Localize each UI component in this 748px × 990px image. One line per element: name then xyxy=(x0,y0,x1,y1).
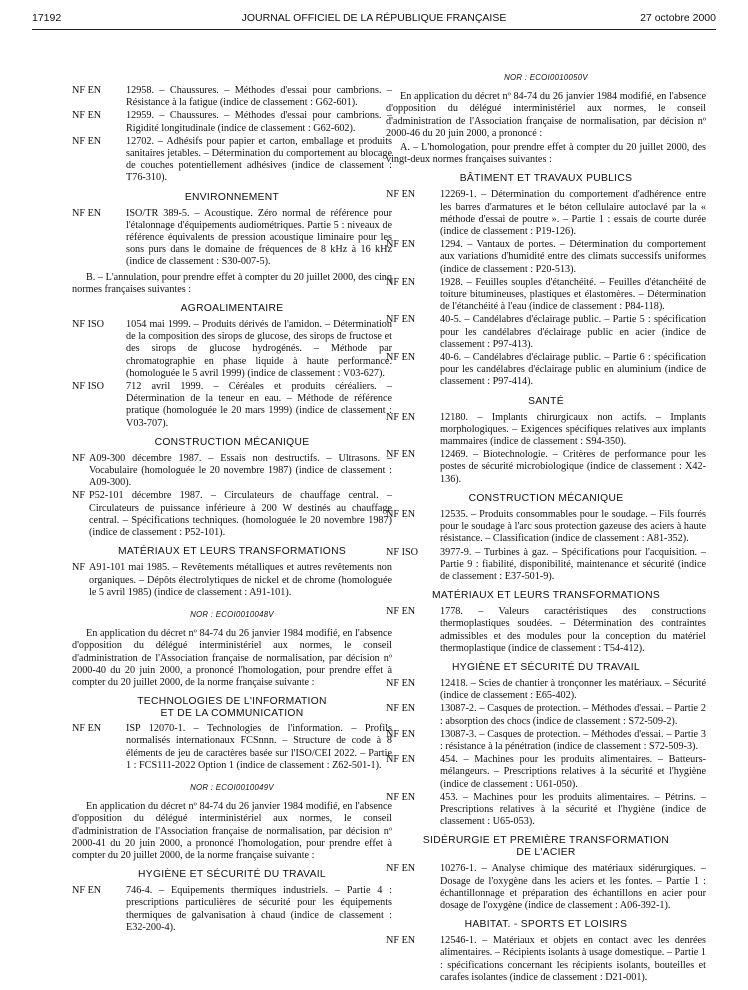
standard-code: NF EN xyxy=(386,791,416,803)
nor-reference: NOR : ECOI0010050V xyxy=(504,73,588,82)
heading-line: SIDÉRURGIE ET PREMIÈRE TRANSFORMATION xyxy=(422,835,670,847)
standard-code: NF EN xyxy=(386,703,416,715)
standard-code: NF EN xyxy=(386,352,416,364)
section-heading-construction-mecanique: CONSTRUCTION MÉCANIQUE xyxy=(154,436,310,448)
heading-line: ET DE LA COMMUNICATION xyxy=(160,708,304,720)
standard-text: A91-101 mai 1985. – Revêtements métalliques et autres revêtements non organiques. – Dépôts électrolytiques de nickel et de chrome (homologuée le 5 avril 1985) (indice de classement : A91-101). xyxy=(89,562,392,598)
standard-text: 454. – Machines pour les produits alimentaires. – Batteurs-mélangeurs. – Prescriptions relatives à la sécurité et l'hygiène (indice de classement : U61-050). xyxy=(440,754,706,790)
paragraph-a: A. – L'homologation, pour prendre effet à compter du 20 juillet 2000, des vingt-deux normes françaises suivantes : xyxy=(386,142,706,166)
list-item xyxy=(72,453,392,490)
standard-code: NF EN xyxy=(386,449,416,461)
standard-code: NF EN xyxy=(386,677,416,689)
standard-text: 12269-1. – Détermination du comportement d'adhérence entre les barres d'armatures et le béton cellulaire autoclavé par la « méthode d'essai de poutre ». – Partie 1 : essais de courte durée (indice de classement : P19-126). xyxy=(440,189,706,238)
standard-text: 12959. – Chaussures. – Méthodes d'essai pour cambrions. – Rigidité longitudinale (indice de classement : G62-602). xyxy=(126,110,392,134)
standard-code: NF EN xyxy=(72,110,102,122)
standard-text: 453. – Machines pour les produits alimentaires. – Pétrins. – Prescriptions relatives à la sécurité et l'hygiène (indice de classement : U65-053). xyxy=(440,791,706,828)
list-item xyxy=(386,792,706,829)
standard-text: ISP 12070-1. – Technologies de l'information. – Profils normalisés internationaux FCSnnn. – Structure de code à 8 éléments de jeu de caractères basée sur l'ISO/CEI 2022. – Partie 1 : FCS111-2022 Option 1 (indice de classement : Z62-501-1). xyxy=(126,723,392,771)
heading-line: DE L'ACIER xyxy=(516,847,576,859)
heading-line: TECHNOLOGIES DE L'INFORMATION xyxy=(137,696,327,708)
issue-date: 27 octobre 2000 xyxy=(640,12,716,24)
journal-title: JOURNAL OFFICIEL DE LA RÉPUBLIQUE FRANÇAISE xyxy=(241,12,507,24)
standard-text: 12958. – Chaussures. – Méthodes d'essai pour cambrions. – Résistance à la fatigue (indice de classement : G62-601). xyxy=(126,85,392,109)
list-item xyxy=(386,703,706,727)
standard-code: NF EN xyxy=(386,606,416,618)
section-heading-technologies xyxy=(72,696,392,720)
list-item xyxy=(386,239,706,276)
list-item xyxy=(386,863,706,912)
standard-text: 10276-1. – Analyse chimique des matériaux sidérurgiques. – Dosage de l'oxygène dans les aciers et les fontes. – Partie 1 : échantillonnage et préparation des échantillons en acier pour dosage de l'oxygène (indice de classement : A06-392-1). xyxy=(440,863,706,911)
decree-paragraph: En application du décret nº 84-74 du 26 janvier 1984 modifié, en l'absence d'opposition du délégué interministériel aux normes, le conseil d'administration de l'Association française de normalisation, par décision nº 2000-46 du 20 juin 2000, a prononcé : xyxy=(386,91,706,139)
list-item xyxy=(72,723,392,772)
list-item xyxy=(72,562,392,599)
list-item xyxy=(386,449,706,486)
standard-text: 40-6. – Candélabres d'éclairage public. – Partie 6 : spécification pour les candélabres d'éclairage public en aluminium (indice de classement : P97-414). xyxy=(440,352,706,388)
standard-code: NF EN xyxy=(72,885,102,897)
standard-text: P52-101 décembre 1987. – Circulateurs de chauffage central. – Circulateurs de puissance inférieure à 200 W destinés au chauffage central. – Spécifications techniques. (homologuée le 20 novembre 1987) (indice de classement : P52-101). xyxy=(89,490,392,539)
list-item xyxy=(386,352,706,389)
nor-reference: NOR : ECOI0010048V xyxy=(190,609,274,619)
standard-code: NF EN xyxy=(386,411,416,423)
standard-code: NF ISO xyxy=(386,546,418,558)
standard-text: 13087-3. – Casques de protection. – Méthodes d'essai. – Partie 3 : résistance à la pénétration (indice de classement : S72-509-3). xyxy=(440,728,706,752)
list-item xyxy=(386,606,706,655)
section-heading-environnement: ENVIRONNEMENT xyxy=(184,191,280,203)
standard-code: NF EN xyxy=(386,239,416,251)
list-item xyxy=(386,754,706,791)
list-item xyxy=(72,319,392,380)
standard-code: NF ISO xyxy=(72,319,104,331)
standard-code: NF EN xyxy=(386,728,416,740)
list-item xyxy=(386,678,706,702)
page-number: 17192 xyxy=(32,12,62,24)
section-heading-agroalimentaire: AGROALIMENTAIRE xyxy=(180,303,284,315)
standard-code: NF EN xyxy=(72,85,102,96)
section-heading-hygiene: HYGIÈNE ET SÉCURITÉ DU TRAVAIL xyxy=(138,869,326,881)
standard-code: NF EN xyxy=(72,207,102,219)
standard-text: 13087-2. – Casques de protection. – Méthodes d'essai. – Partie 2 : absorption des chocs (indice de classement : S72-509-2). xyxy=(440,703,706,727)
standard-code: NF EN xyxy=(386,754,416,766)
standard-text: 1928. – Feuilles souples d'étanchéité. – Feuilles d'étanchéité de toiture bitumineuses, plastiques et élastomères. – Détermination de l'étanchéité à l'eau (indice de classement : P84-118). xyxy=(440,276,706,313)
standard-text: 12469. – Biotechnologie. – Critères de performance pour les postes de sécurité microbiologique (indice de classement : X42-136). xyxy=(440,449,706,485)
standard-code: NF EN xyxy=(386,863,416,875)
decree-paragraph: En application du décret nº 84-74 du 26 janvier 1984 modifié, en l'absence d'opposition du délégué interministériel aux normes, le conseil d'administration de l'Association française de normalisation, par décision nº 2000-40 du 20 juin 2000, a prononcé l'homologation, pour prendre effet à compter du 20 juillet 2000, de la norme française suivante : xyxy=(72,628,392,688)
standard-text: 712 avril 1999. – Céréales et produits céréaliers. – Détermination de la teneur en eau. – Méthode de référence pratique (homologuée le 20 mars 1999) (indice de classement : V03-707). xyxy=(126,381,392,429)
standard-text: 1778. – Valeurs caractéristiques des constructions thermoplastiques soudées. – Détermination des contraintes admissibles et des modules pour la conception du matériel thermoplastique (indice de classement : T54-412). xyxy=(440,606,706,654)
standard-text: 1294. – Vantaux de portes. – Détermination du comportement aux variations d'humidité entre des climats successifs uniformes (indice de classement : P20-513). xyxy=(440,239,706,275)
standard-code: NF EN xyxy=(386,276,416,288)
standard-text: 40-5. – Candélabres d'éclairage public. – Partie 5 : spécification pour les candélabres d'éclairage public en acier (indice de classement : P97-413). xyxy=(440,314,706,350)
standard-code: NF EN xyxy=(386,935,416,947)
section-heading-siderurgie xyxy=(386,835,706,859)
decree-paragraph: En application du décret nº 84-74 du 26 janvier 1984 modifié, en l'absence d'opposition du délégué interministériel aux normes, le conseil d'administration de l'Association française de normalisation, par décision nº 2000-41 du 20 juin 2000, a prononcé l'homologation, pour prendre effet à compter du 20 juillet 2000, de la norme française suivante : xyxy=(72,801,392,861)
list-item xyxy=(386,412,706,449)
section-heading-sante: SANTÉ xyxy=(528,395,564,407)
section-heading-materiaux: MATÉRIAUX ET LEURS TRANSFORMATIONS xyxy=(432,590,660,602)
standard-text: 12418. – Scies de chantier à tronçonner les matériaux. – Sécurité (indice de classement : E65-402). xyxy=(440,677,706,702)
paragraph-b: B. – L'annulation, pour prendre effet à compter du 20 juillet 2000, des cinq normes françaises suivantes : xyxy=(72,271,392,295)
list-item xyxy=(386,729,706,753)
standard-code: NF EN xyxy=(72,723,102,735)
right-column xyxy=(386,72,706,985)
list-item xyxy=(386,509,706,546)
list-item xyxy=(72,136,392,185)
section-heading-hygiene: HYGIÈNE ET SÉCURITÉ DU TRAVAIL xyxy=(452,661,640,673)
standard-code: NF ISO xyxy=(72,381,104,393)
list-item xyxy=(72,208,392,269)
list-item xyxy=(72,85,392,109)
standard-text: 12180. – Implants chirurgicaux non actifs. – Implants morphologiques. – Exigences spécifiques relatives aux implants mammaires (indice de classement : S94-350). xyxy=(440,411,706,448)
standard-code: NF xyxy=(72,562,86,574)
section-heading-materiaux: MATÉRIAUX ET LEURS TRANSFORMATIONS xyxy=(118,546,346,558)
entries-top xyxy=(72,85,392,185)
standard-text: 746-4. – Equipements thermiques industriels. – Partie 4 : prescriptions particulières de sécurité pour les équipements thermiques de galvanisation à chaud (indice de classement : E32-200-4). xyxy=(126,885,392,933)
standard-code: NF EN xyxy=(386,314,416,326)
standard-text: ISO/TR 389-5. – Acoustique. Zéro normal de référence pour l'étalonnage d'équipements audiométriques. Partie 5 : niveaux de référence équivalents de pression acoustique liminaire pour les sons purs dans le domaine de fréquences de 8 kHz à 16 kHz (indice de classement : S30-007-5). xyxy=(126,207,392,268)
list-item xyxy=(72,490,392,539)
header-rule xyxy=(32,29,716,30)
standard-code: NF xyxy=(72,490,86,502)
list-item xyxy=(386,935,706,984)
standard-text: 12535. – Produits consommables pour le soudage. – Fils fourrés pour le soudage à l'arc sous protection gazeuse des aciers à haute résistance. – Classification (indice de classement : A81-352). xyxy=(440,508,706,545)
standard-text: 12702. – Adhésifs pour papier et carton, emballage et produits sanitaires jetables. – Détermination du comportement au blocage de couches potentiellement adhésives (indice de classement : T76-310). xyxy=(126,135,392,184)
standard-code: NF EN xyxy=(386,508,416,520)
list-item xyxy=(72,381,392,430)
list-item xyxy=(72,885,392,934)
standard-text: 3977-9. – Turbines à gaz. – Spécifications pour l'acquisition. – Partie 9 : fiabilité, disponibilité, maintenance et sécurité (indice de classement : E37-501-9). xyxy=(440,546,706,582)
standard-text: A09-300 décembre 1987. – Essais non destructifs. – Ultrasons. – Vocabulaire (homologuée le 20 novembre 1987) (indice de classement : A09-300). xyxy=(89,452,392,489)
standard-code: NF xyxy=(72,452,86,464)
section-heading-batiment: BÂTIMENT ET TRAVAUX PUBLICS xyxy=(459,173,633,185)
standard-text: 1054 mai 1999. – Produits dérivés de l'amidon. – Détermination de la composition des sirops de glucose, des sirops de fructose et des sirops de glucose hydrogénés. – Méthode par chromatographie en phase liquide à haute performance. (homologuée le 5 avril 1999) (indice de classement : V03-627). xyxy=(126,319,392,379)
standard-code: NF EN xyxy=(386,189,416,201)
list-item xyxy=(386,547,706,584)
standard-text: 12546-1. – Matériaux et objets en contact avec les denrées alimentaires. – Récipients isolants à usage domestique. – Partie 1 : spécifications concernant les récipients isolants, bouteilles et carafes isolantes (indice de classement : D21-001). xyxy=(440,935,706,983)
list-item xyxy=(386,314,706,351)
page-header xyxy=(32,12,716,28)
list-item xyxy=(386,189,706,238)
nor-reference: NOR : ECOI0010049V xyxy=(190,782,274,792)
standard-code: NF EN xyxy=(72,135,102,147)
section-heading-habitat: HABITAT. - SPORTS ET LOISIRS xyxy=(464,919,628,931)
left-column xyxy=(72,85,392,935)
list-item xyxy=(72,110,392,134)
list-item xyxy=(386,277,706,314)
section-heading-construction-mecanique: CONSTRUCTION MÉCANIQUE xyxy=(468,492,624,504)
